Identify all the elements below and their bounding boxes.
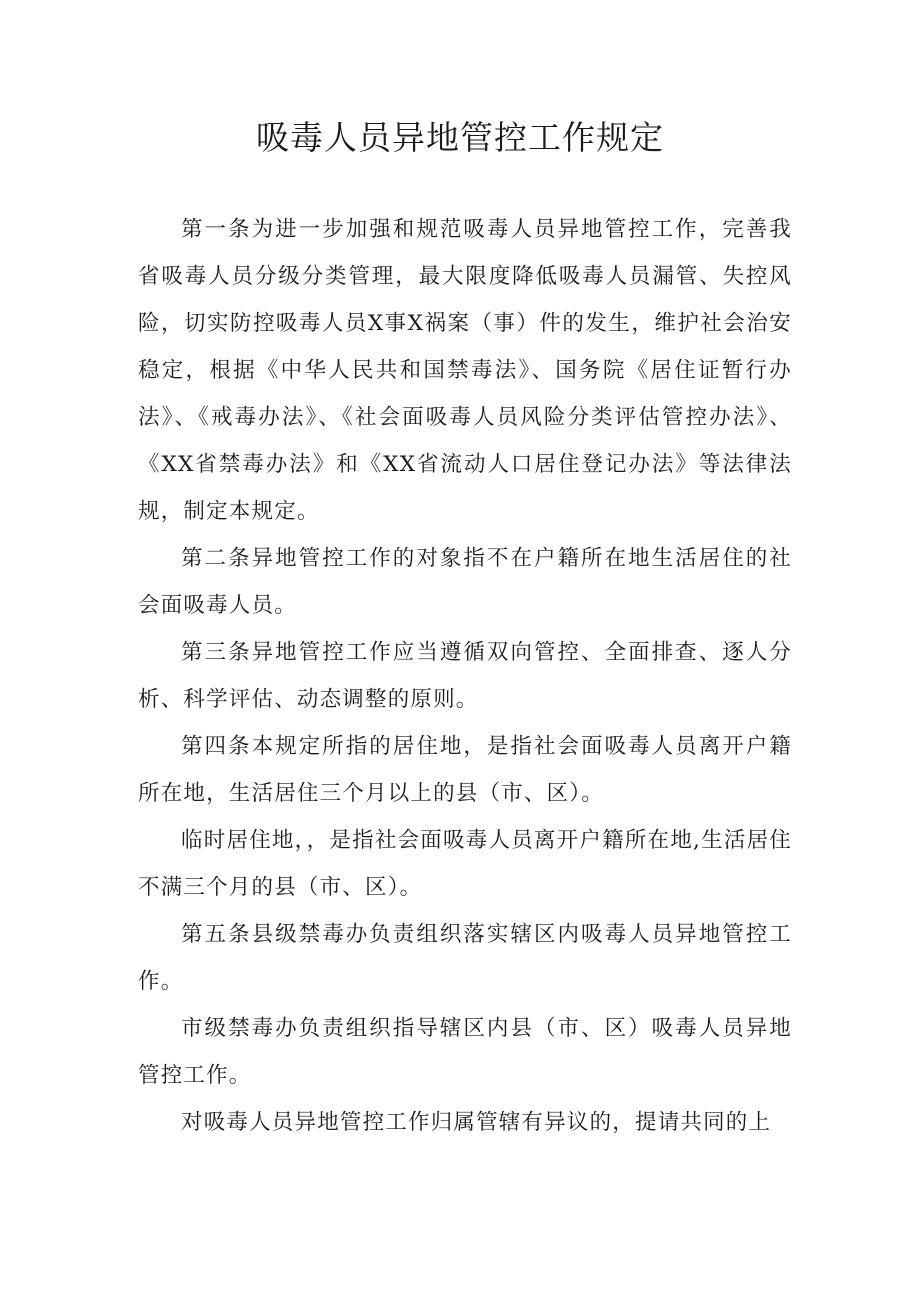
paragraph-temporary-residence: 临时居住地，，是指社会面吸毒人员离开户籍所在地,生活居住不满三个月的县（市、区）。 (138, 828, 792, 900)
paragraph-article-3: 第三条异地管控工作应当遵循双向管控、全面排查、逐人分析、科学评估、动态调整的原则。 (138, 640, 792, 712)
paragraph-jurisdiction-dispute: 对吸毒人员异地管控工作归属管辖有异议的，提请共同的上 (181, 1110, 772, 1135)
paragraph-article-5: 第五条县级禁毒办负责组织落实辖区内吸毒人员异地管控工作。 (138, 922, 792, 994)
paragraph-city-level: 市级禁毒办负责组织指导辖区内县（市、区）吸毒人员异地管控工作。 (138, 1016, 792, 1088)
paragraph-article-4: 第四条本规定所指的居住地，是指社会面吸毒人员离开户籍所在地，生活居住三个月以上的县（市、区）。 (138, 734, 792, 806)
document-title: 吸毒人员异地管控工作规定 (256, 118, 664, 157)
paragraph-article-2: 第二条异地管控工作的对象指不在户籍所在地生活居住的社会面吸毒人员。 (138, 546, 792, 618)
document-body (138, 206, 792, 1146)
paragraph-article-1: 第一条为进一步加强和规范吸毒人员异地管控工作，完善我省吸毒人员分级分类管理，最大限度降低吸毒人员漏管、失控风险，切实防控吸毒人员X事X祸案（事）件的发生，维护社会治安稳定，根据《中华人民共和国禁毒法》、国务院《居住证暂行办法》、《戒毒办法》、《社会面吸毒人员风险分类评估管控办法》、《XX省禁毒办法》和《XX省流动人口居住登记办法》等法律法规，制定本规定。 (138, 217, 792, 524)
